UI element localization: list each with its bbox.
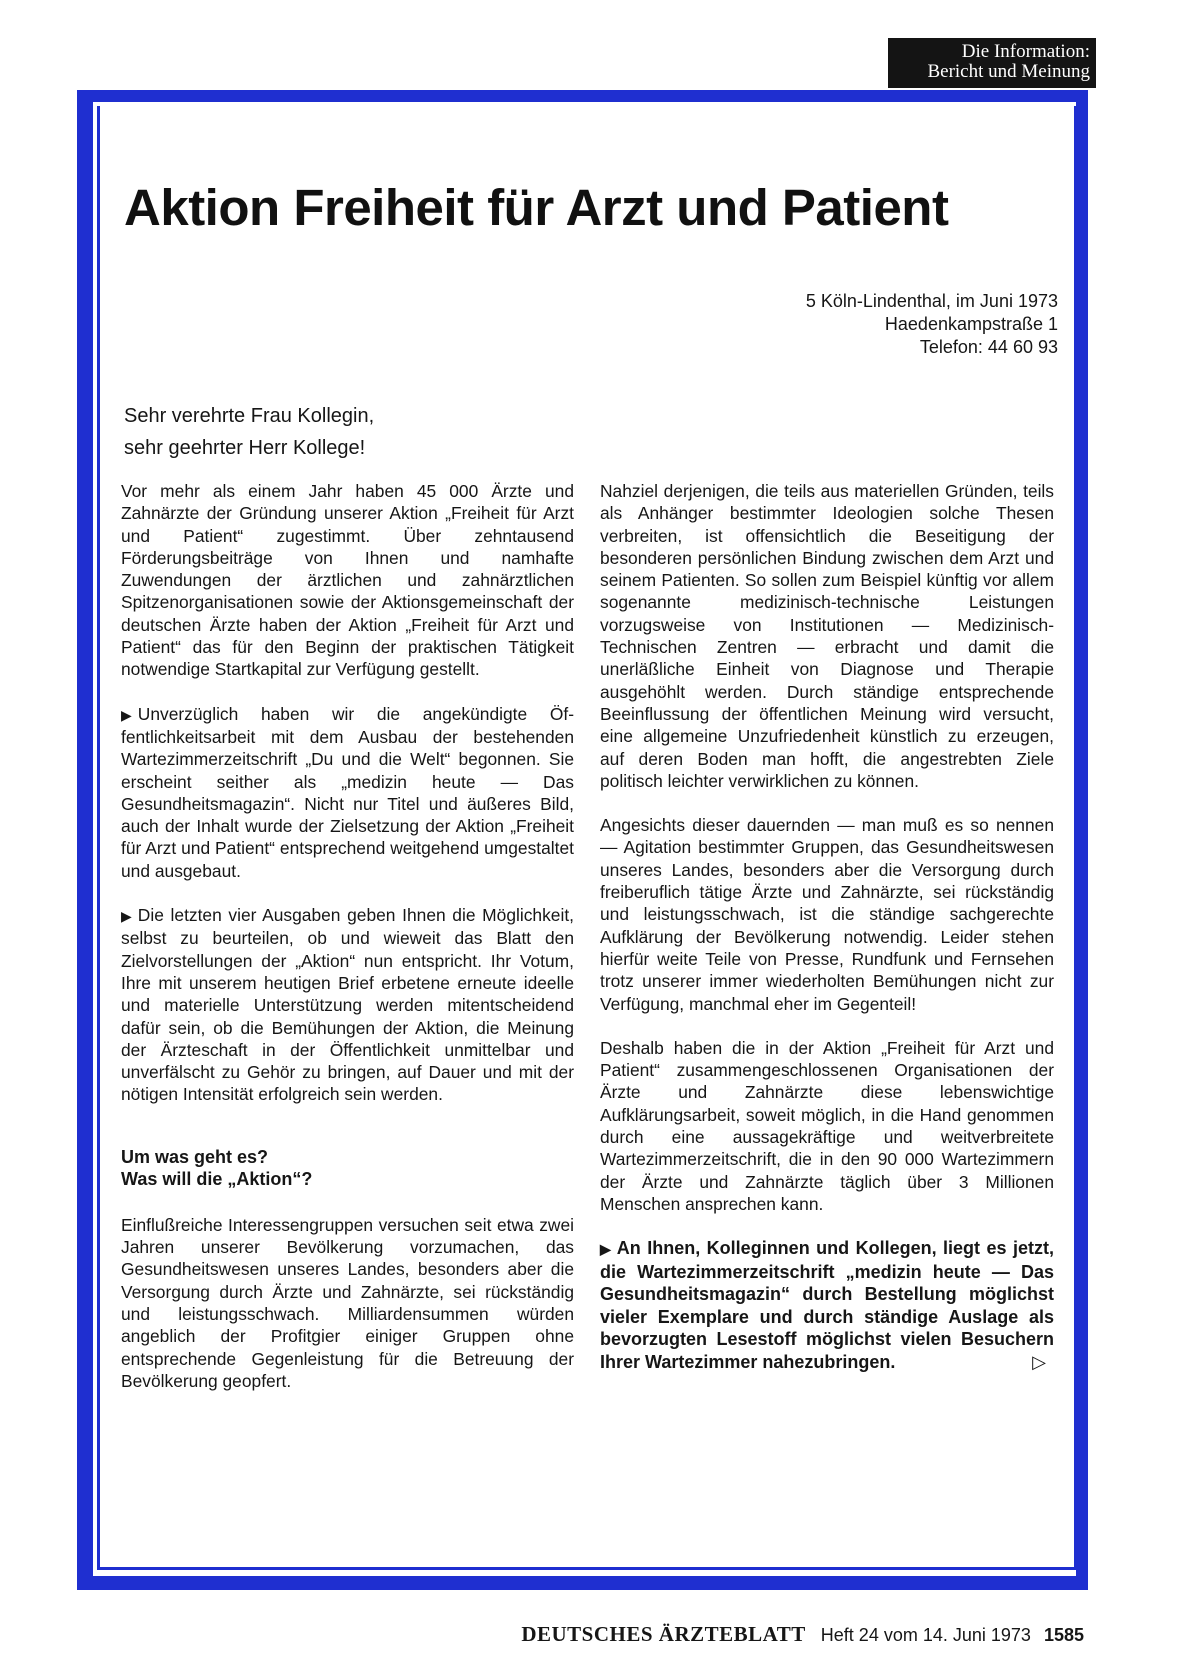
address-line-2: Haedenkampstraße 1	[884, 314, 1058, 334]
right-paragraph-4	[600, 1237, 1054, 1373]
right-column	[600, 480, 1054, 1373]
left-paragraph-2	[121, 703, 574, 882]
page-number: 1585	[1043, 1625, 1084, 1645]
left-paragraph-3	[121, 904, 574, 1106]
subheading-line-1: Um was geht es?	[121, 1146, 269, 1167]
continue-arrow-icon: ▷	[1032, 1351, 1046, 1372]
bullet-arrow-icon: ▶	[121, 706, 132, 723]
left-paragraph-1: Vor mehr als einem Jahr haben 45 000 Ärzte und Zahnärzte der Gründung unserer Aktion „Freiheit für Arzt und Patient“ zugestimmt. Über zehntausend Förderungsbeiträge von Ihnen und namhafte Zuwendungen der ärztlichen und zahnärztlichen Spitzenorganisationen sowie der Aktionsgemeinschaft der deutschen Ärzte haben der Aktion „Freiheit für Arzt und Patient“ das für den Beginn der praktischen Tätigkeit notwendige Startkapital zur Verfügung gestellt.	[121, 481, 574, 680]
journal-name: DEUTSCHES ÄRZTEBLATT	[521, 1622, 806, 1646]
right-paragraph-3: Deshalb haben die in der Aktion „Freiheit für Arzt und Patient“ zusammengeschlossenen Organisationen der Ärzte und Zahnärzte diese lebenswichtige Aufklärungsarbeit, soweit möglich, in die Hand genommen durch eine aussagekräftige und weitverbreitete Wartezimmerzeitschrift, die in den 90 000 Wartezimmern der Ärzte und Zahnärzte täglich über 3 Millionen Menschen ansprechen kann.	[600, 1037, 1054, 1214]
salutation-line-2: sehr geehrter Herr Kollege!	[124, 437, 366, 459]
salutation	[124, 400, 374, 464]
right-paragraph-2: Angesichts dieser dauernden — man muß es so nennen — Agitation bestimmter Gruppen, das Gesundheitswesen unseres Landes, besonders aber die Versorgung durch freiberuflich tätige Ärzte und Zahnärzte, sei rückständig und leistungsschwach, ist die ständige sachgerechte Aufklärung der Bevölkerung notwendig. Leider stehen hierfür weite Teile von Presse, Rundfunk und Fernsehen trotz unserer immer wiederholten Bemühungen nicht zur Verfügung, manchmal eher im Gegenteil!	[600, 815, 1054, 1014]
left-paragraph-2-text: Unverzüglich haben wir die angekündigte Öffentlichkeitsarbeit mit dem Ausbau der bestehenden Wartezimmerzeitschrift „Du und die Welt“ begonnen. Sie erscheint seither als „medizin heute — Das Gesundheitsmagazin“. Nicht nur Titel und äußeres Bild, auch der Inhalt wurde der Zielsetzung der Aktion „Freiheit für Arzt und Patient“ entsprechend weitgehend umgestaltet und ausgebaut.	[121, 703, 574, 881]
right-paragraph-4-text: An Ihnen, Kolleginnen und Kollegen, liegt es jetzt, die Wartezimmerzeitschrift „medizin heute — Das Gesundheitsmagazin“ durch Bestellung möglichst vieler Exemplare und durch ständige Auslage als bevorzugten Lesestoff möglichst vielen Besuchern Ihrer Wartezimmer nahezubringen.	[600, 1238, 1054, 1372]
address-line-3: Telefon: 44 60 93	[919, 337, 1058, 357]
subheading	[121, 1146, 574, 1190]
salutation-line-1: Sehr verehrte Frau Kollegin,	[124, 405, 375, 427]
bullet-arrow-icon: ▶	[121, 908, 132, 925]
left-column	[121, 480, 574, 1392]
section-label	[888, 38, 1096, 88]
issue-info: Heft 24 vom 14. Juni 1973	[820, 1625, 1031, 1645]
headline: Aktion Freiheit für Arzt und Patient	[124, 179, 949, 236]
left-paragraph-4: Einflußreiche Interessengruppen versuchen seit etwa zwei Jahren unserer Bevölkerung vorzumachen, das Gesundheitswesen unseres Landes, besonders aber die Versorgung durch Ärzte und Zahnärzte, sei rückständig und leistungsschwach. Milliardensummen würden angeblich der Profitgier einiger Gruppen ohne entsprechende Gegenleistung für die Betreuung der Bevölkerung geopfert.	[121, 1214, 574, 1391]
bullet-arrow-icon: ▶	[600, 1241, 611, 1258]
page-footer	[521, 1622, 1084, 1647]
section-label-line2: Bericht und Meinung	[927, 61, 1090, 82]
right-paragraph-1: Nahziel derjenigen, die teils aus materiellen Gründen, teils als Anhänger bestimmter Ideologien solche Thesen verbreiten, ist offensichtlich die Beseitigung der besonderen persönlichen Bindung zwischen dem Arzt und seinem Patienten. So sollen zum Beispiel künftig vor allem sogenannte medizinisch-technische Leistungen vorzugsweise von Institutionen — Medizinisch-Technischen Zentren — erbracht und damit die unerläßliche Einheit von Diagnose und Therapie ausgehöhlt werden. Durch ständige entsprechende Beeinflussung der öffentlichen Meinung wird versucht, eine allgemeine Unzufriedenheit künstlich zu erzeugen, auf deren Boden man hofft, die angestrebten Ziele politisch leichter verwirklichen zu können.	[600, 481, 1054, 791]
address-block	[806, 290, 1058, 359]
section-label-line1: Die Information:	[961, 41, 1090, 62]
address-line-1: 5 Köln-Lindenthal, im Juni 1973	[805, 291, 1058, 311]
left-paragraph-3-text: Die letzten vier Ausgaben geben Ihnen die Möglichkeit, selbst zu beurteilen, ob und wieweit das Blatt den Zielvorstellungen der „Aktion“ nun entspricht. Ihr Votum, Ihre mit unserem heutigen Brief erbetene erneute ideelle und materielle Unterstützung werden mitentscheidend dafür sein, ob die Bemühungen der Aktion, die Meinung der Ärzteschaft in der Öffentlichkeit unmittelbar und unverfälscht zu Gehör zu bringen, auf Dauer und mit der nötigen Intensität erfolgreich sein werden.	[121, 905, 574, 1105]
subheading-line-2: Was will die „Aktion“?	[121, 1168, 313, 1189]
